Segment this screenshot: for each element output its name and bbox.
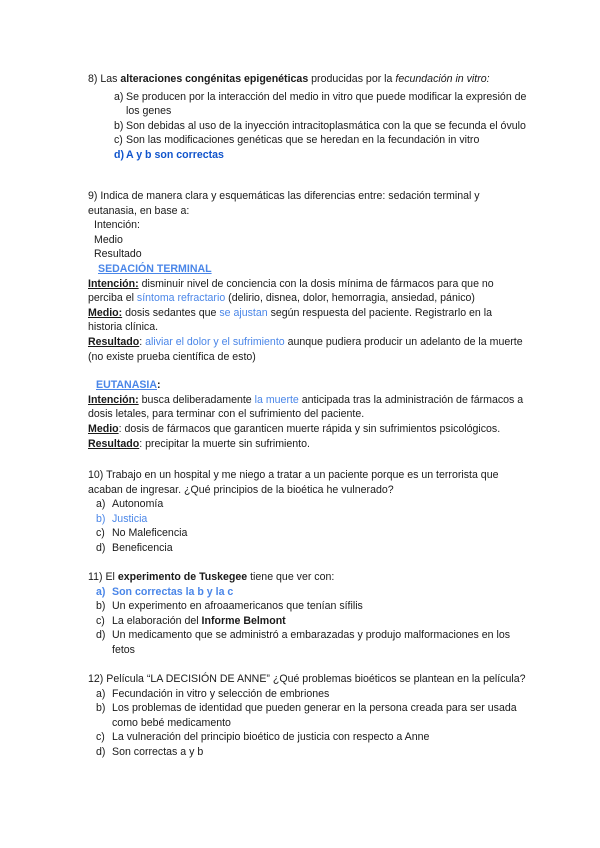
eutanasia-heading: EUTANASIA: [96,379,161,392]
question-8-options [88,90,528,163]
question-11-options [88,585,528,658]
option-b: b) Los problemas de identidad que pueden generar en la persona creada para ser usada como bebé medicamento [96,702,517,729]
question-10 [88,468,528,556]
option-d: d) Beneficencia [96,541,173,554]
option-a: a) Fecundación in vitro y selección de embriones [96,687,330,700]
criterion-resultado: Resultado [94,248,142,261]
option-d-correct: d) A y b son correctas [114,148,224,161]
option-b: b) Son debidas al uso de la inyección intracitoplasmática con la que se fecunda el óvulo [114,119,526,132]
option-a-correct: a) Son correctas la b y la c [96,585,234,598]
option-d: d) Un medicamento que se administró a embarazadas y produjo malformaciones en los fetos [96,629,511,656]
option-c: c) La elaboración del Informe Belmont [96,614,286,627]
question-10-text: 10) Trabajo en un hospital y me niego a tratar a un paciente porque es un terrorista que acaban de ingresar. ¿Qué principios de la bioética he vulnerado? [88,469,499,496]
question-9-text: 9) Indica de manera clara y esquemáticas las diferencias entre: sedación terminal y eutanasia, en base a: [88,190,480,217]
question-8 [88,72,528,163]
eutanasia-resultado: Resultado: precipitar la muerte sin sufrimiento. [88,437,310,450]
option-b: b) Un experimento en afroaamericanos que tenían sífilis [96,600,363,613]
option-c: c) La vulneración del principio bioético de justicia con respecto a Anne [96,731,430,744]
sedacion-medio: Medio: dosis sedantes que se ajustan según respuesta del paciente. Registrarlo en la historia clínica. [88,306,492,334]
sedacion-resultado: Resultado: aliviar el dolor y el sufrimiento aunque pudiera producir un adelanto de la muerte (no existe prueba científica de esto) [88,335,523,363]
question-11-text: 11) El experimento de Tuskegee tiene que ver con: [88,571,335,583]
question-10-options [88,497,528,555]
question-12-text: 12) Película “LA DECISIÓN DE ANNE” ¿Qué problemas bioéticos se plantean en la película? [88,673,526,685]
option-a: a) Autonomía [96,498,164,511]
option-d: d) Son correctas a y b [96,745,204,758]
option-c: c) No Maleficencia [96,527,188,540]
question-12 [88,672,528,760]
question-12-options [88,687,528,760]
eutanasia-medio: Medio: dosis de fármacos que garanticen muerte rápida y sin sufrimientos psicológicos. [88,422,501,435]
option-c: c) Son las modificaciones genéticas que se heredan en la fecundación in vitro [114,134,480,147]
eutanasia-intencion: Intención: busca deliberadamente la muerte anticipada tras la administración de fármacos a dosis letales, para terminar con el sufrimiento del paciente. [88,393,524,421]
sedacion-intencion: Intención: disminuir nivel de conciencia con la dosis mínima de fármacos para que no perciba el síntoma refractario (delirio, disnea, dolor, hemorragia, ansiedad, pánico) [88,277,494,305]
question-8-text: 8) Las alteraciones congénitas epigenéticas producidas por la fecundación in vitro: [88,73,490,85]
criterion-intencion: Intención: [94,219,140,232]
option-a: a) Se producen por la interacción del medio in vitro que puede modificar la expresión de los genes [114,90,527,118]
question-9 [88,189,528,451]
criterion-medio: Medio [94,233,123,246]
sedacion-heading: SEDACIÓN TERMINAL [98,262,212,275]
question-11 [88,570,528,658]
option-b-correct: b) Justicia [96,512,148,525]
